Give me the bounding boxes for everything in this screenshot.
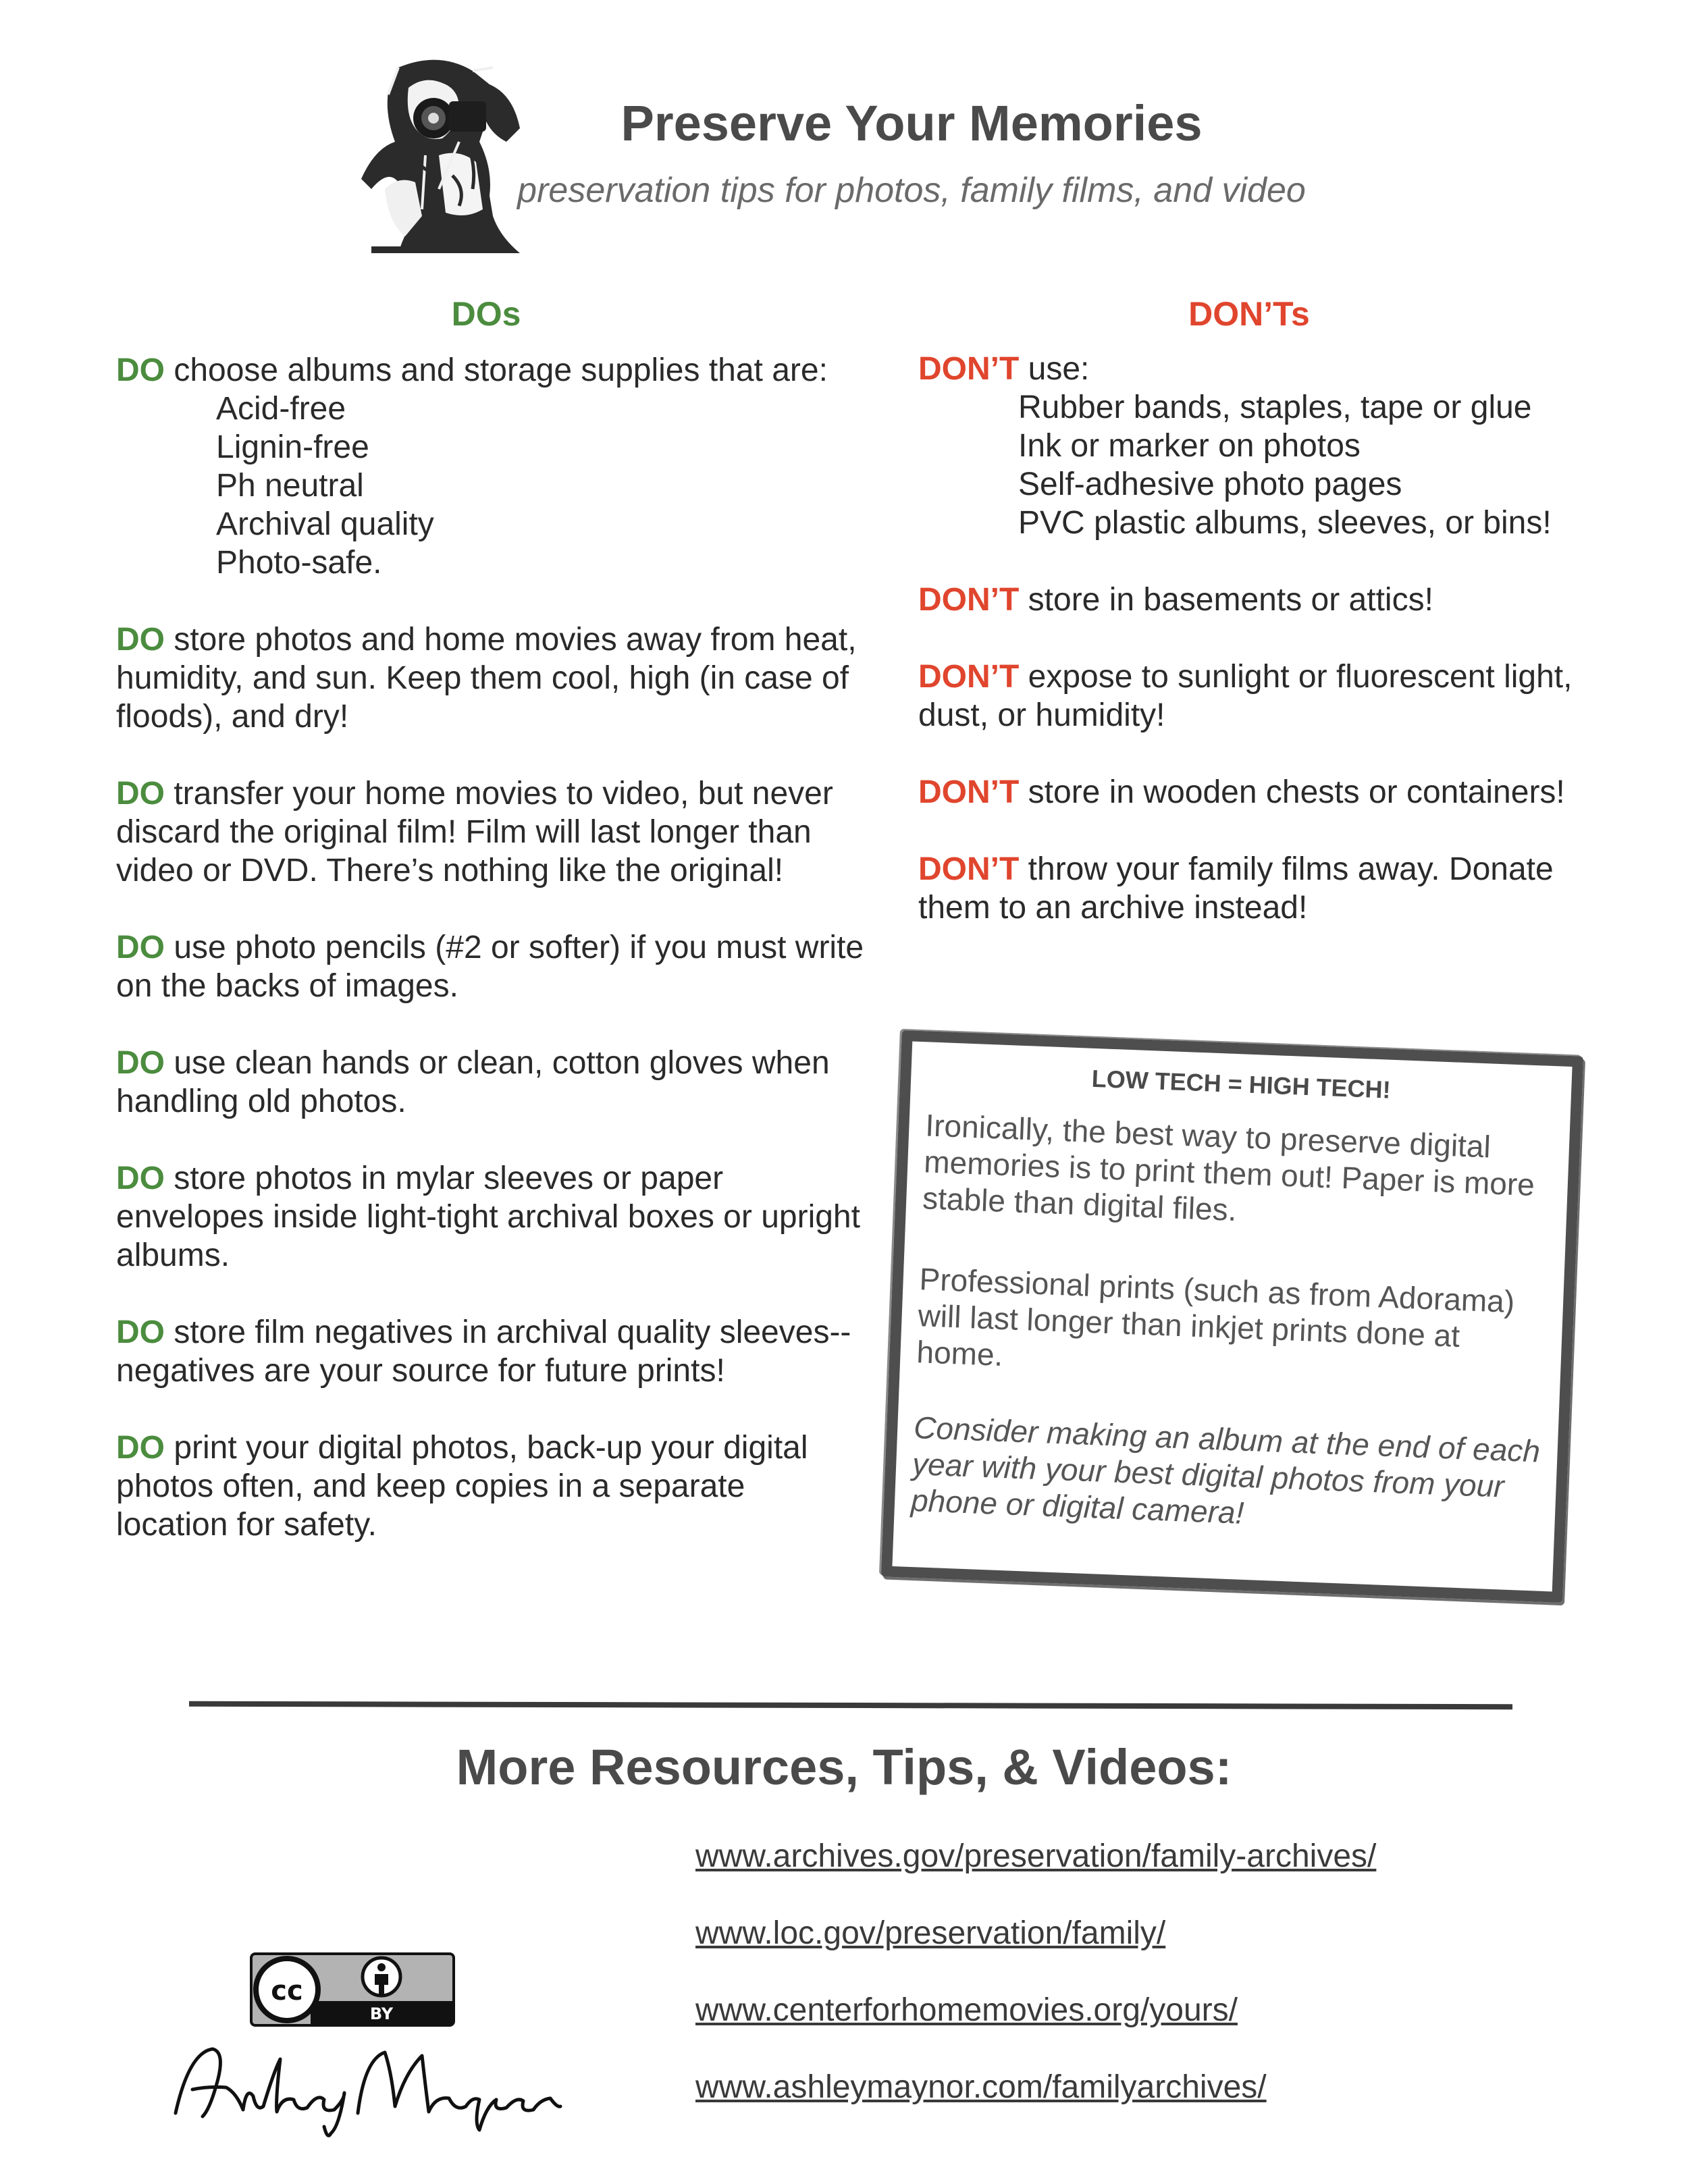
dont-keyword: DON’T [918, 659, 1020, 695]
do-item [116, 1429, 866, 1544]
signature-image [162, 2032, 567, 2140]
use-list-item: Rubber bands, staples, tape or glue [1018, 390, 1532, 425]
dont-keyword: DON’T [918, 851, 1020, 887]
do-item [116, 1313, 866, 1390]
dont-item [918, 658, 1593, 735]
dont-item-text: throw your family films away. Donate them to an archive instead! [918, 851, 1554, 926]
section-divider [189, 1701, 1512, 1709]
do-keyword: DO [116, 622, 165, 658]
resources-heading: More Resources, Tips, & Videos: [456, 1739, 1232, 1795]
use-list-item: Ink or marker on photos [1018, 428, 1361, 464]
do-item [116, 1044, 866, 1121]
donts-heading: DON’Ts [1188, 295, 1310, 333]
callout-paragraph: Consider making an album at the end of each year with your best digital photos from your phone or digital camera! [910, 1410, 1541, 1530]
page-title: Preserve Your Memories [621, 95, 1203, 151]
donts-list [918, 350, 1593, 965]
do-item [116, 620, 866, 736]
do-keyword: DO [116, 1045, 165, 1081]
supply-list-item: Lignin-free [216, 429, 369, 465]
resource-link[interactable]: www.archives.gov/preservation/family-archives/ [695, 1838, 1377, 1874]
dont-item [918, 773, 1593, 811]
do-item [116, 928, 866, 1005]
do-item [116, 774, 866, 890]
dont-item-text: store in basements or attics! [1019, 582, 1433, 618]
by-label: BY [369, 2004, 394, 2023]
use-list-item: Self-adhesive photo pages [1018, 467, 1402, 502]
dont-item-text: use: [1019, 351, 1090, 387]
dont-item [918, 581, 1593, 619]
low-tech-callout [881, 1030, 1583, 1603]
use-list-item: PVC plastic albums, sleeves, or bins! [1018, 505, 1552, 541]
do-keyword: DO [116, 1314, 165, 1350]
supply-list-item: Acid-free [216, 391, 346, 427]
supply-list-item: Ph neutral [216, 468, 364, 504]
do-keyword: DO [116, 1430, 165, 1466]
dont-item [918, 350, 1593, 542]
supply-list-item: Photo-safe. [216, 545, 382, 581]
do-keyword: DO [116, 776, 165, 811]
do-item-text: store photos and home movies away from heat, humidity, and sun. Keep them cool, high (in case of floods), and dry! [116, 622, 857, 735]
resource-link[interactable]: www.ashleymaynor.com/familyarchives/ [695, 2069, 1267, 2105]
callout-title: LOW TECH = HIGH TECH! [1091, 1064, 1392, 1104]
dont-item-text: expose to sunlight or fluorescent light, dust, or humidity! [918, 659, 1573, 733]
do-item-text: use clean hands or clean, cotton gloves when handling old photos. [116, 1045, 830, 1119]
do-item-text: store photos in mylar sleeves or paper envelopes inside light-tight archival boxes or upright albums. [116, 1161, 860, 1273]
supply-list-item: Archival quality [216, 506, 434, 542]
callout-paragraph: Professional prints (such as from Adorama) will last longer than inkjet prints done at home. [916, 1261, 1516, 1373]
photographer-illustration [358, 54, 527, 257]
do-item [116, 351, 866, 582]
do-item-text: print your digital photos, back-up your digital photos often, and keep copies in a separate location for safety. [116, 1430, 808, 1543]
dont-keyword: DON’T [918, 774, 1020, 810]
do-keyword: DO [116, 352, 165, 388]
do-item-text: use photo pencils (#2 or softer) if you must write on the backs of images. [116, 930, 864, 1004]
resource-link[interactable]: www.loc.gov/preservation/family/ [695, 1915, 1166, 1951]
cc-label: cc [271, 1975, 303, 2006]
page-subtitle: preservation tips for photos, family films, and video [517, 171, 1306, 210]
cc-by-icon [250, 1952, 455, 2027]
dos-heading: DOs [451, 295, 521, 333]
do-item [116, 1159, 866, 1275]
do-keyword: DO [116, 930, 165, 965]
do-item-text: transfer your home movies to video, but never discard the original film! Film will last longer than video or DVD. There’s nothing like the original! [116, 776, 833, 888]
callout-paragraph: Ironically, the best way to preserve digital memories is to print them out! Paper is more stable than digital files. [922, 1107, 1535, 1228]
dont-item [918, 850, 1593, 927]
do-keyword: DO [116, 1161, 165, 1196]
dont-item-text: store in wooden chests or containers! [1019, 774, 1565, 810]
dont-keyword: DON’T [918, 351, 1020, 387]
do-item-text: choose albums and storage supplies that are: [165, 352, 828, 388]
resource-link[interactable]: www.centerforhomemovies.org/yours/ [695, 1992, 1238, 2028]
dos-list [116, 351, 866, 1582]
do-item-text: store film negatives in archival quality sleeves--negatives are your source for future prints! [116, 1314, 851, 1389]
dont-keyword: DON’T [918, 582, 1020, 618]
